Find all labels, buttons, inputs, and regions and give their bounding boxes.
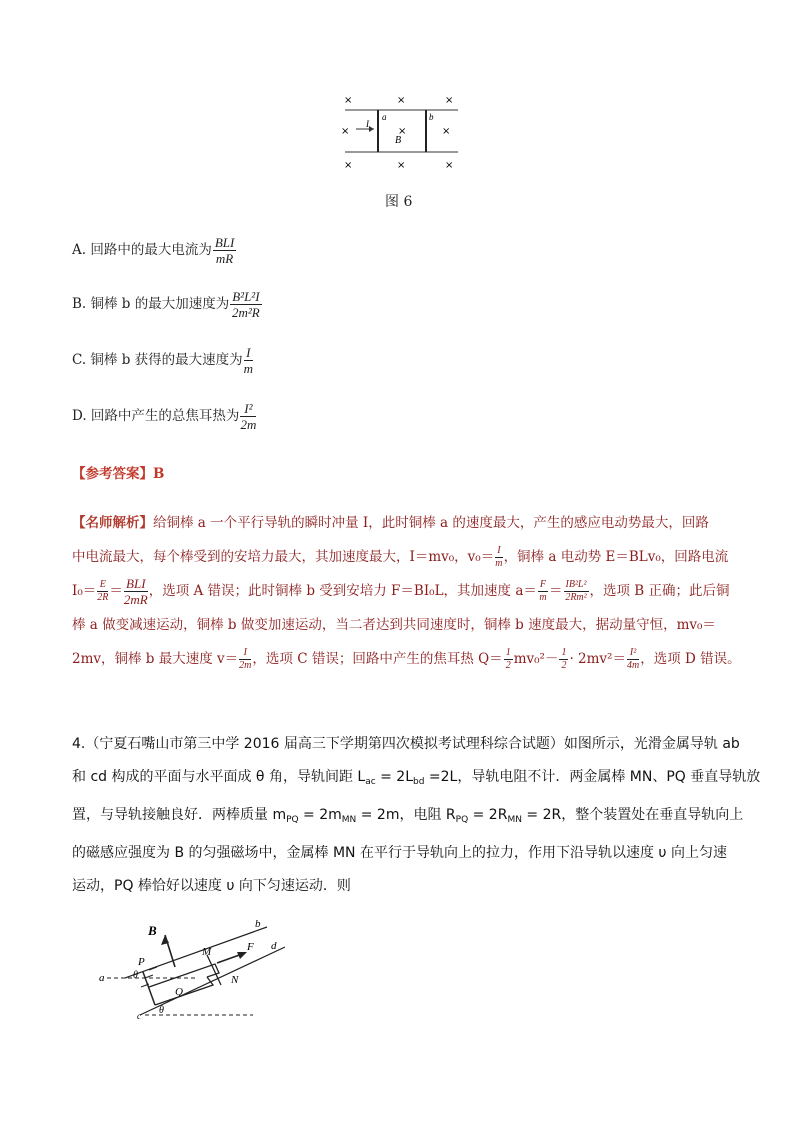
label-a: a (382, 112, 387, 122)
frac-den: 2Rm² (565, 592, 587, 603)
q4-text-3a: 置，与导轨接触良好．两棒质量 m (72, 807, 287, 823)
frac-den: 2m (239, 660, 252, 671)
q4-text-3e: = 2R，整个装置处在垂直导轨向上 (521, 807, 744, 823)
label-N: N (231, 974, 239, 986)
analysis-text-4: 棒 a 做变减速运动，铜棒 b 做变加速运动，当二者达到共同速度时，铜棒 b 速度最大，据动量守恒，mv₀＝ (72, 617, 716, 633)
frac-num: E (97, 580, 108, 592)
analysis-text-3b: ，选项 A 错误；此时铜棒 b 受到安培力 F＝BI₀L，其加速度 a＝ (148, 583, 537, 599)
subscript: PQ (455, 815, 469, 825)
frac-num: I (239, 648, 251, 660)
analysis-text-3c: ，选项 B 正确；此后铜 (589, 583, 730, 599)
q4-text-4: 的磁感应强度为 B 的匀强磁场中，金属棒 MN 在平行于导轨向上的拉力，作用下沿导轨以速度 υ 向上匀速 (72, 845, 727, 861)
analysis-line-1 (72, 506, 732, 540)
q4-text-1: 4.（宁夏石嘴山市第三中学 2016 届高三下学期第四次模拟考试理科综合试题）如图所示，光滑金属导轨 ab (72, 736, 740, 752)
label-F: F (247, 941, 254, 953)
cross-mark: × (344, 160, 353, 171)
analysis-line-3 (72, 574, 732, 608)
teacher-analysis (72, 506, 741, 676)
cross-mark: × (397, 95, 406, 106)
option-c-text: C. 铜棒 b 获得的最大速度为 (72, 352, 243, 368)
subscript: bd (413, 777, 425, 787)
analysis-heading: 【名师解析】 (72, 515, 153, 531)
q4-line-5 (72, 870, 732, 903)
cross-mark: × (344, 95, 353, 106)
figure-6-circuit (330, 88, 470, 178)
frac-den: m (539, 592, 547, 603)
option-b (72, 290, 263, 319)
option-a-text: A. 回路中的最大电流为 (72, 242, 212, 258)
analysis-line-4 (72, 608, 732, 642)
frac-num: 1 (505, 647, 511, 658)
label-current-I: I (366, 119, 369, 129)
q4-text-2a: 和 cd 构成的平面与水平面成 θ 角，导轨间距 L (72, 769, 366, 785)
cross-mark: × (445, 160, 454, 171)
option-a-den: mR (215, 251, 234, 266)
subscript: PQ (286, 815, 299, 825)
frac-den: m (495, 558, 503, 569)
subscript: ac (365, 777, 376, 787)
frac-den: 4m (626, 660, 640, 671)
label-b: b (255, 918, 261, 930)
analysis-text-5e: ，选项 D 错误。 (640, 651, 741, 667)
frac-den: 2 (505, 660, 511, 671)
q4-line-1 (72, 728, 740, 761)
q4-line-4 (72, 837, 732, 870)
equals-sign: ＝ (109, 583, 123, 599)
analysis-text-1: 给铜棒 a 一个平行导轨的瞬时冲量 I，此时铜棒 a 的速度最大，产生的感应电动势最大，回路 (153, 515, 709, 531)
answer-value: B (153, 466, 165, 482)
frac-num: F (539, 579, 546, 590)
option-a (72, 236, 237, 265)
label-M: M (202, 946, 212, 958)
q4-text-3b: = 2m (298, 807, 342, 823)
q4-line-2 (72, 761, 761, 799)
analysis-line-5 (72, 642, 741, 676)
analysis-text-5c: mv₀²－ (513, 651, 559, 667)
equals-sign: ＝ (549, 583, 563, 599)
option-d-num: I² (240, 402, 256, 417)
figure-q4-inclined-rails (95, 915, 295, 1025)
q4-text-3d: = 2R (468, 807, 508, 823)
frac-den: 2 (561, 660, 567, 671)
label-B: B (148, 923, 157, 938)
frac-den: 2mR (123, 592, 148, 607)
option-d-den: 2m (240, 417, 257, 432)
label-b: b (429, 112, 434, 122)
cross-mark: × (442, 126, 451, 137)
frac-num: BLI (124, 577, 148, 592)
cross-mark: × (397, 160, 406, 171)
frac-num: IB²L² (565, 579, 587, 590)
label-Q: Q (175, 986, 183, 998)
option-c (72, 346, 254, 375)
label-theta-top: θ (133, 970, 138, 981)
analysis-line-2 (72, 540, 732, 574)
analysis-text-2b: ，铜棒 a 电动势 E＝BLv₀，回路电流 (503, 549, 729, 565)
label-P: P (138, 956, 145, 968)
label-d: d (271, 940, 277, 952)
label-a: a (99, 972, 105, 984)
q4-text-2c: =2L，导轨电阻不计．两金属棒 MN、PQ 垂直导轨放 (424, 769, 761, 785)
option-c-num: I (244, 346, 253, 361)
label-field-B: B (395, 135, 402, 146)
option-b-text: B. 铜棒 b 的最大加速度为 (72, 296, 230, 312)
frac-num: I² (627, 648, 639, 660)
q4-text-5: 运动，PQ 棒恰好以速度 υ 向下匀速运动．则 (72, 878, 351, 894)
cross-mark: × (341, 126, 350, 137)
option-b-num: B²L²I (232, 289, 260, 304)
option-a-num: BLI (214, 235, 235, 250)
question-4 (72, 728, 761, 903)
label-c: c (137, 1011, 141, 1021)
option-b-den: 2m²R (232, 305, 260, 320)
analysis-text-2a: 中电流最大，每个棒受到的安培力最大，其加速度最大，I＝mv₀，v₀＝ (72, 549, 495, 565)
q4-text-2b: = 2L (375, 769, 414, 785)
q4-line-3 (72, 799, 744, 837)
q4-text-3c: = 2m，电阻 R (356, 807, 456, 823)
figure-caption: 图 6 (385, 194, 413, 210)
cross-mark: × (398, 126, 407, 137)
subscript: MN (341, 815, 357, 825)
frac-num: 1 (561, 647, 567, 658)
analysis-text-5b: ，选项 C 错误；回路中产生的焦耳热 Q＝ (252, 651, 503, 667)
option-c-den: m (243, 361, 254, 376)
reference-answer (72, 462, 164, 482)
cross-mark: × (445, 95, 454, 106)
option-d (72, 402, 257, 431)
frac-den: 2R (97, 592, 109, 603)
analysis-text-5d: · 2mv²＝ (569, 651, 626, 667)
frac-num: I (497, 545, 501, 556)
analysis-text-5a: 2mv，铜棒 b 最大速度 v＝ (72, 651, 239, 667)
answer-label: 【参考答案】 (72, 466, 153, 482)
analysis-text-3a: I₀＝ (72, 583, 97, 599)
option-d-text: D. 回路中产生的总焦耳热为 (72, 408, 240, 424)
label-theta-bottom: θ (159, 1005, 164, 1016)
subscript: MN (507, 815, 522, 825)
